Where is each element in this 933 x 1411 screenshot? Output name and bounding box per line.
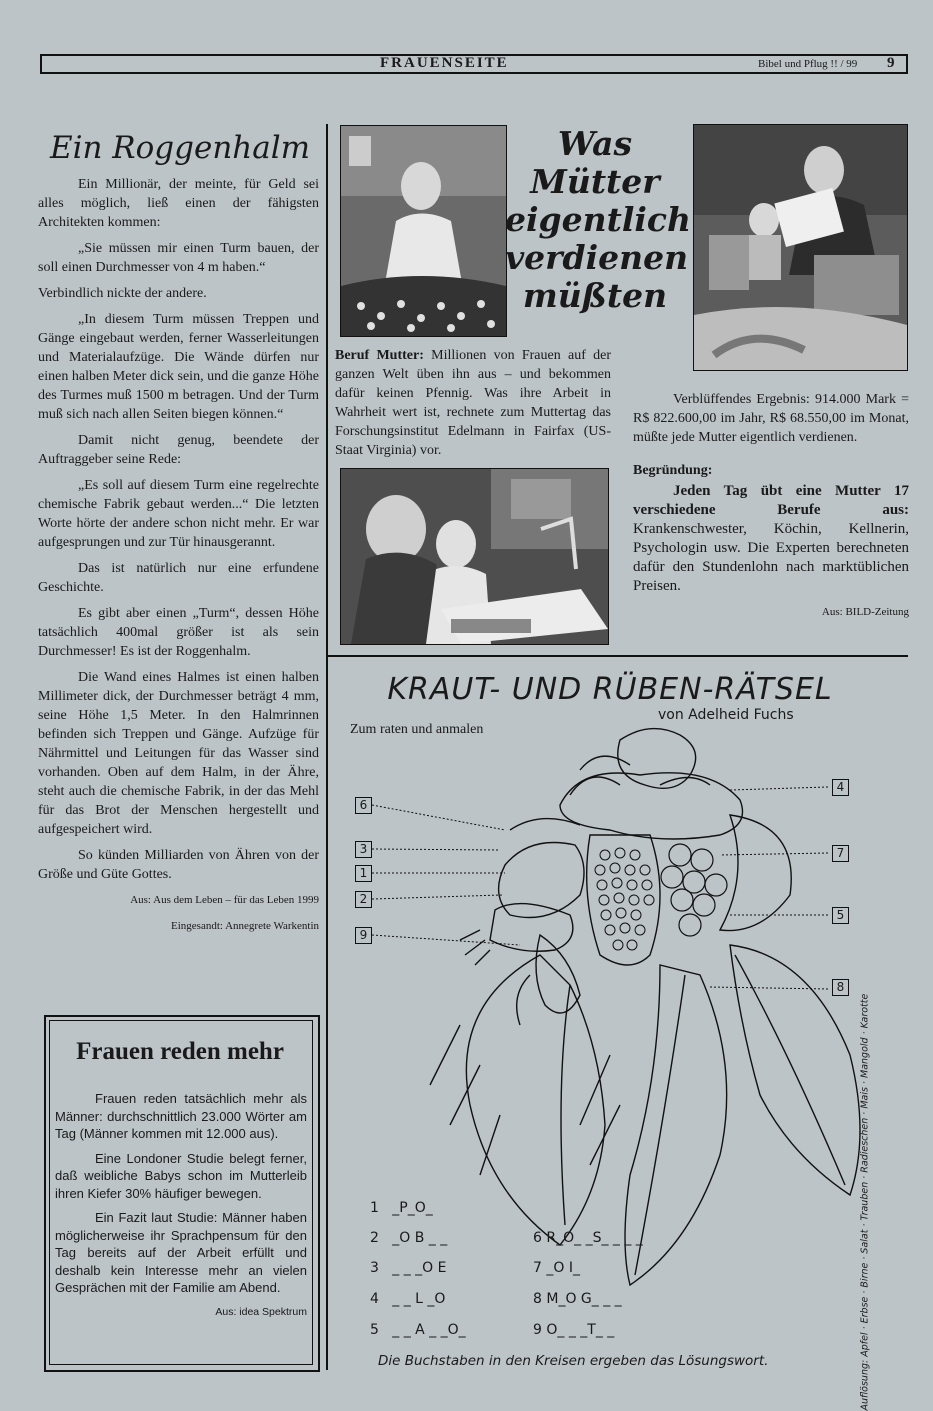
puzzle-title: KRAUT- UND RÜBEN-RÄTSEL bbox=[387, 672, 833, 707]
label-box-2: 2 bbox=[355, 891, 372, 908]
quiz-row-4: 4 _ _ L _O bbox=[370, 1291, 446, 1307]
quiz-row-9: 9 O_ _ _T_ _ bbox=[533, 1322, 615, 1338]
title-line: eigentlich bbox=[505, 200, 691, 239]
article-muetter-result bbox=[633, 390, 909, 629]
lead-text: Millionen von Frauen auf der ganzen Welt üben ihn aus – und bekommen dafür keinen Pfennig. Was ihre Arbeit in Wahrheit wert ist, rechnete zum Muttertag das Forschungsinstitut Edelmann in Fairfax (US-Staat Virginia) vor. bbox=[335, 348, 611, 458]
article-title-roggenhalm: Ein Roggenhalm bbox=[49, 130, 311, 166]
quiz-row-6: 6 R_O_ _S_ _ _ _ bbox=[533, 1230, 643, 1246]
label-box-5: 5 bbox=[832, 907, 849, 924]
paragraph: „Sie müssen mir einen Turm bauen, der soll einen Durchmesser von 4 m haben.“ bbox=[38, 241, 319, 275]
paragraph: Es gibt aber einen „Turm“, dessen Höhe tatsächlich 400mal größer ist als sein Durchmesser! Es ist der Roggenhalm. bbox=[38, 606, 319, 659]
label-box-6: 6 bbox=[355, 797, 372, 814]
puzzle-footer: Die Buchstaben in den Kreisen ergeben das Lösungswort. bbox=[378, 1353, 769, 1369]
label-box-1: 1 bbox=[355, 865, 372, 882]
lead-bold: Beruf Mutter: bbox=[335, 348, 424, 363]
label-box-9: 9 bbox=[355, 927, 372, 944]
paragraph: Verbindlich nickte der andere. bbox=[38, 286, 207, 301]
puzzle-author: von Adelheid Fuchs bbox=[658, 707, 794, 723]
article-muetter-lead bbox=[335, 346, 611, 467]
paragraph: Die Wand eines Halmes ist einen halben Millimeter dick, der Durchmesser beträgt 4 mm, seine Höhe 1,5 Meter. In den Halmrinnen befinden sich Treppen und Gänge. Aufzüge für Nährmittel und Leitungen für das Wasser sind vorhanden. Oben auf dem Halm, in der Ähre, steht auch die chemische Fabrik, in der das Mehl für das Brot der Menschen hergestellt und aufgespeichert wird. bbox=[38, 670, 319, 837]
paragraph: „Es soll auf diesem Turm eine regelrechte chemische Fabrik gebaut werden...“ Die letzten Worte hörte der andere schon nicht mehr. Er war aufgesprungen und zur Tür hinausgerannt. bbox=[38, 478, 319, 550]
label-box-4: 4 bbox=[832, 779, 849, 796]
paragraph: Frauen reden tatsächlich mehr als Männer: durchschnittlich 23.000 Wörter am Tag (Männer kommen mit 12.000 aus). bbox=[55, 1091, 307, 1141]
source-note: Aus: idea Spektrum bbox=[215, 1305, 307, 1318]
title-line: Mütter bbox=[530, 162, 660, 201]
source-note: Aus: BILD-Zeitung bbox=[821, 606, 909, 618]
quiz-row-8: 8 M_O G_ _ _ bbox=[533, 1291, 622, 1307]
paragraph: Ein Millionär, der meinte, für Geld sei alles möglich, ließ einen der fähigsten Architekten kommen: bbox=[38, 177, 319, 230]
label-box-3: 3 bbox=[355, 841, 372, 858]
sender-note: Eingesandt: Annegrete Warkentin bbox=[171, 920, 319, 932]
photo-mother-homework bbox=[340, 468, 609, 645]
photo-mother-ironing bbox=[340, 125, 507, 337]
paragraph: Das ist natürlich nur eine erfundene Geschichte. bbox=[38, 561, 319, 595]
section-title: FRAUENSEITE bbox=[380, 55, 509, 71]
article-roggenhalm bbox=[38, 175, 319, 943]
reason-bold: Jeden Tag übt eine Mutter 17 verschiedene Berufe aus: bbox=[633, 483, 909, 518]
title-line: müßten bbox=[522, 276, 668, 315]
page-number: 9 bbox=[887, 55, 895, 71]
puzzle-subtitle: Zum raten und anmalen bbox=[350, 722, 484, 737]
title-line: Was bbox=[557, 124, 633, 163]
paragraph: Damit nicht genug, beendete der Auftraggeber seine Rede: bbox=[38, 433, 319, 467]
reason-text: Krankenschwester, Köchin, Kellnerin, Psychologin usw. Die Experten berechneten dafür den Stundenlohn nach marktüblichen Preisen. bbox=[633, 521, 909, 594]
column-rule bbox=[326, 124, 328, 1370]
quiz-row-2: 2 _O B _ _ bbox=[370, 1230, 448, 1246]
photo-mother-child bbox=[693, 124, 908, 371]
quiz-row-7: 7 _O I_ bbox=[533, 1260, 580, 1276]
section-rule bbox=[326, 655, 908, 657]
reason-label: Begründung: bbox=[633, 463, 713, 478]
article-title-muetter bbox=[505, 124, 691, 315]
paragraph: Ein Fazit laut Studie: Männer haben möglicherweise ihr Sprachpensum für den Tag bereits auf der Arbeit erfüllt und deshalb kein Interesse mehr an vielen Gesprächen mit der Familie am Abend. bbox=[55, 1210, 307, 1295]
paragraph: Eine Londoner Studie belegt ferner, daß weibliche Babys schon im Mutterleib ihren Kiefer 30% häufiger bewegen. bbox=[55, 1150, 307, 1201]
paragraph: „In diesem Turm müssen Treppen und Gänge eingebaut werden, ferner Wasserleitungen und Materialaufzüge. Die Wände dürfen nur einen halben Meter dick sein, und die ganze Höhe des Turmes muß 1500 m betragen. Und der Turm muß sich nach allen Seiten biegen können.“ bbox=[38, 312, 319, 422]
quiz-row-5: 5 _ _ A _ _O_ bbox=[370, 1322, 466, 1338]
article-title-frauen: Frauen reden mehr bbox=[76, 1038, 284, 1065]
article-frauen bbox=[55, 1090, 307, 1328]
result-text: Verblüffendes Ergebnis: 914.000 Mark = R$ 822.600,00 im Jahr, R$ 68.550,00 im Monat, müßte jede Mutter eigentlich verdienen. bbox=[633, 392, 909, 445]
title-line: verdienen bbox=[505, 238, 689, 277]
publication-issue: Bibel und Pflug !! / 99 bbox=[758, 58, 858, 70]
source-note: Aus: Aus dem Leben – für das Leben 1999 bbox=[130, 894, 319, 906]
label-box-8: 8 bbox=[832, 979, 849, 996]
quiz-row-1: 1 _P_O_ bbox=[370, 1200, 433, 1216]
puzzle-solution: Auflösung: Apfel · Erbse · Birne · Salat · Trauben · Radieschen · Mais · Mangold · Karotte bbox=[859, 993, 871, 1411]
quiz-row-3: 3 _ _ _O E bbox=[370, 1260, 447, 1276]
paragraph: So künden Milliarden von Ähren von der Größe und Güte Gottes. bbox=[38, 848, 319, 882]
label-box-7: 7 bbox=[832, 845, 849, 862]
